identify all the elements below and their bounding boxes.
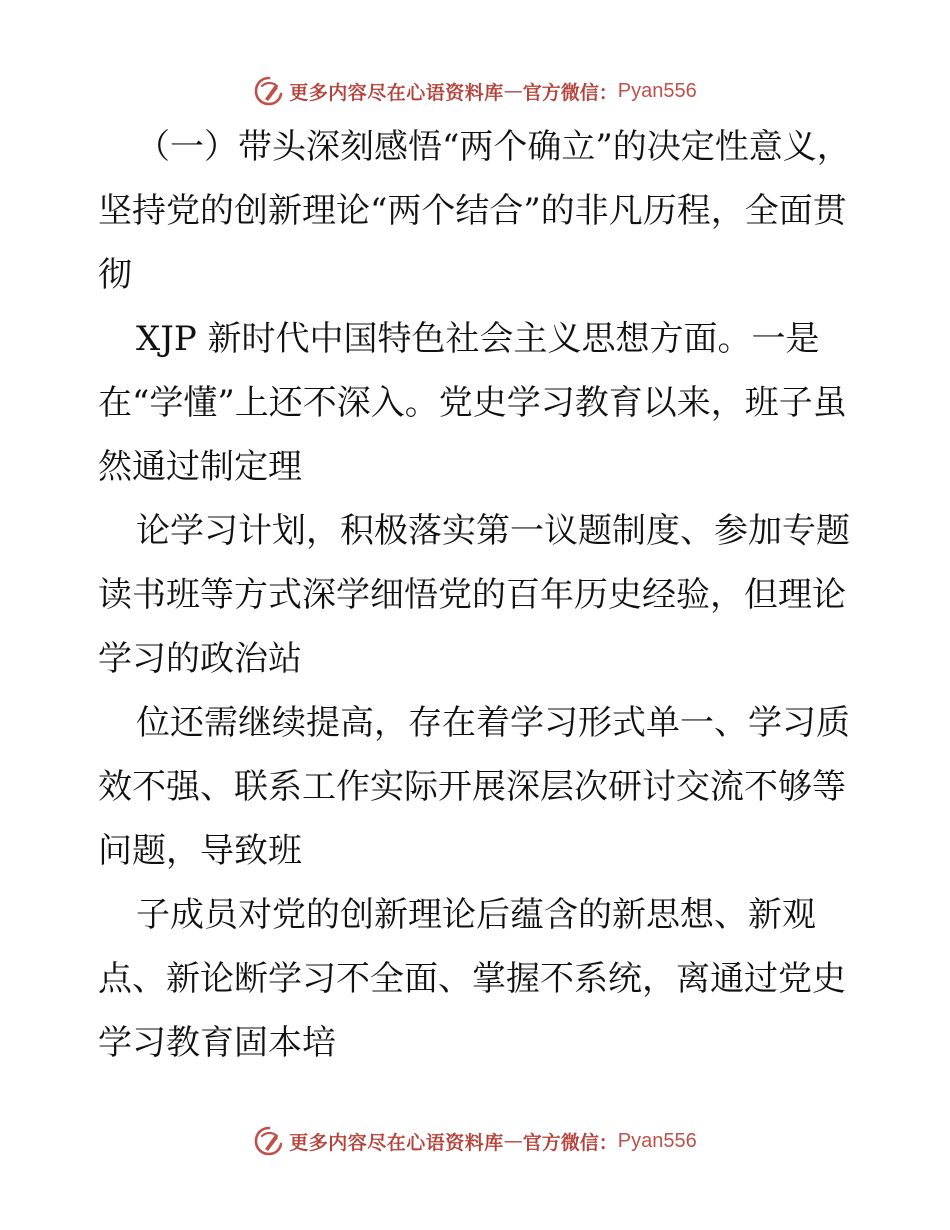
promo-text: 更多内容尽在心语资料库: [289, 81, 504, 104]
promo-text: 更多内容尽在心语资料库: [289, 1131, 504, 1154]
banner-dash: —: [503, 1130, 523, 1152]
paragraph: 子成员对党的创新理论后蕴含的新思想、新观点、新论断学习不全面、掌握不系统，离通过党史学习教育固本培: [98, 895, 846, 1063]
pen-nib-swirl-icon: [253, 75, 285, 107]
paragraph: 论学习计划，积极落实第一议题制度、参加专题读书班等方式深学细悟党的百年历史经验，但理论学习的政治站: [98, 511, 850, 679]
document-body: [98, 115, 858, 1075]
banner-dash: —: [503, 80, 523, 102]
header-banner: [0, 74, 950, 108]
footer-banner: [0, 1124, 950, 1158]
paragraph: （一）带头深刻感悟“两个确立”的决定性意义，坚持党的创新理论“两个结合”的非凡历程，全面贯彻: [98, 127, 851, 295]
wechat-label: 官方微信：: [522, 1131, 618, 1154]
wechat-id: Pyan556: [617, 1129, 697, 1152]
paragraph: 位还需继续提高，存在着学习形式单一、学习质效不强、联系工作实际开展深层次研讨交流不够等问题，导致班: [98, 703, 850, 871]
wechat-label: 官方微信：: [522, 81, 618, 104]
paragraph: XJP 新时代中国特色社会主义思想方面。一是在“学懂”上还不深入。党史学习教育以来，班子虽然通过制定理: [98, 319, 847, 487]
wechat-id: Pyan556: [617, 79, 697, 102]
pen-nib-swirl-icon: [253, 1125, 285, 1157]
